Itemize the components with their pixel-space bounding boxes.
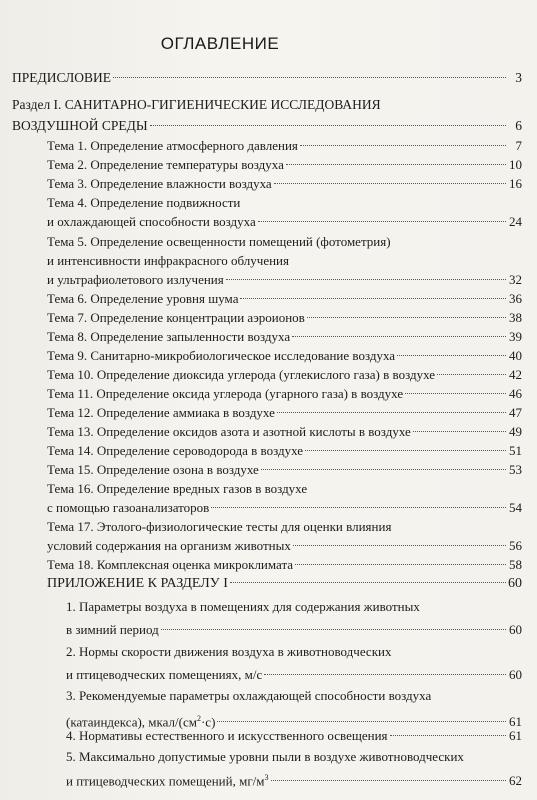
page-number: 49	[509, 424, 522, 439]
page-number: 3	[515, 70, 522, 85]
page-number: 58	[509, 557, 522, 572]
toc-entry-topic-4[interactable]: Тема 4. Определение подвижности и охлаждающей способности воздуха 24	[47, 195, 522, 229]
toc-entry-appendix[interactable]: ПРИЛОЖЕНИЕ К РАЗДЕЛУ I 60	[47, 576, 522, 591]
page-number: 61	[509, 714, 522, 730]
page-number: 47	[509, 405, 522, 420]
toc-entry-topic-1[interactable]: Тема 1. Определение атмосферного давления 7	[47, 138, 522, 153]
toc-entry-topic-16[interactable]: Тема 16. Определение вредных газов в воздухе с помощью газоанализаторов 54	[47, 481, 522, 515]
toc-entry-topic-7[interactable]: Тема 7. Определение концентрации аэроионов 38	[47, 310, 522, 325]
toc-entry-topic-18[interactable]: Тема 18. Комплексная оценка микроклимата 58	[47, 557, 522, 572]
page-number: 39	[509, 329, 522, 344]
page-number: 6	[515, 118, 522, 133]
page-number: 24	[509, 214, 522, 229]
page-title: ОГЛАВЛЕНИЕ	[160, 34, 280, 53]
page-number: 46	[509, 386, 522, 401]
toc-entry-topic-8[interactable]: Тема 8. Определение запыленности воздуха 39	[47, 329, 522, 344]
page-number: 56	[509, 538, 522, 553]
page-number: 32	[509, 272, 522, 287]
page-number: 54	[509, 500, 522, 515]
toc-entry-appendix-5[interactable]: 5. Максимально допустимые уровни пыли в воздухе животноводческих и птицеводческих помещений, $мг/м^3$ 62	[66, 749, 522, 789]
toc-entry-topic-13[interactable]: Тема 13. Определение оксидов азота и азотной кислоты в воздухе 49	[47, 424, 522, 439]
toc-entry-topic-3[interactable]: Тема 3. Определение влажности воздуха 16	[47, 176, 522, 191]
page-number: 60	[509, 622, 522, 637]
toc-entry-topic-5[interactable]: Тема 5. Определение освещенности помещений (фотометрия) и интенсивности инфракрасного облучения и ультрафиолетового излучения 32	[47, 234, 522, 287]
toc-entry-topic-2[interactable]: Тема 2. Определение температуры воздуха 10	[47, 157, 522, 172]
page-number: 61	[509, 728, 522, 743]
toc-entry-topic-17[interactable]: Тема 17. Этолого-физиологические тесты для оценки влияния условий содержания на организм животных 56	[47, 519, 522, 553]
page-number: 7	[515, 138, 522, 153]
page-number: 16	[509, 176, 522, 191]
toc-entry-topic-11[interactable]: Тема 11. Определение оксида углерода (угарного газа) в воздухе 46	[47, 386, 522, 401]
toc-entry-topic-14[interactable]: Тема 14. Определение сероводорода в воздухе 51	[47, 443, 522, 458]
page-number: 40	[509, 348, 522, 363]
page-number: 42	[509, 367, 522, 382]
toc-entry-topic-9[interactable]: Тема 9. Санитарно-микробиологическое исследование воздуха 40	[47, 348, 522, 363]
toc-entry-preface[interactable]: ПРЕДИСЛОВИЕ 3	[12, 70, 522, 85]
toc-entry-topic-15[interactable]: Тема 15. Определение озона в воздухе 53	[47, 462, 522, 477]
toc-entry-appendix-1[interactable]: 1. Параметры воздуха в помещениях для содержания животных в зимний период 60	[66, 599, 522, 637]
page-number: 36	[509, 291, 522, 306]
toc-entry-appendix-4[interactable]: 4. Нормативы естественного и искусственного освещения 61	[66, 728, 522, 743]
page-number: 38	[509, 310, 522, 325]
page-number: 53	[509, 462, 522, 477]
toc-entry-topic-10[interactable]: Тема 10. Определение диоксида углерода (углекислого газа) в воздухе 42	[47, 367, 522, 382]
toc-entry-topic-6[interactable]: Тема 6. Определение уровня шума 36	[47, 291, 522, 306]
toc-entry-topic-12[interactable]: Тема 12. Определение аммиака в воздухе 47	[47, 405, 522, 420]
toc-entry-appendix-3[interactable]: 3. Рекомендуемые параметры охлаждающей способности воздуха (катаиндекса), мкал/$(см^2\cdot с)$ 61	[66, 688, 522, 730]
page-number: 62	[509, 773, 522, 789]
toc-entry-appendix-2[interactable]: 2. Нормы скорости движения воздуха в животноводческих и птицеводческих помещениях, м/с 60	[66, 644, 522, 682]
page-number: 10	[509, 157, 522, 172]
page-number: 60	[508, 576, 522, 591]
page-number: 51	[509, 443, 522, 458]
toc-entry-section-1[interactable]: Раздел I. САНИТАРНО-ГИГИЕНИЧЕСКИЕ ИССЛЕДОВАНИЯ ВОЗДУШНОЙ СРЕДЫ 6	[12, 97, 522, 133]
page-number: 60	[509, 667, 522, 682]
